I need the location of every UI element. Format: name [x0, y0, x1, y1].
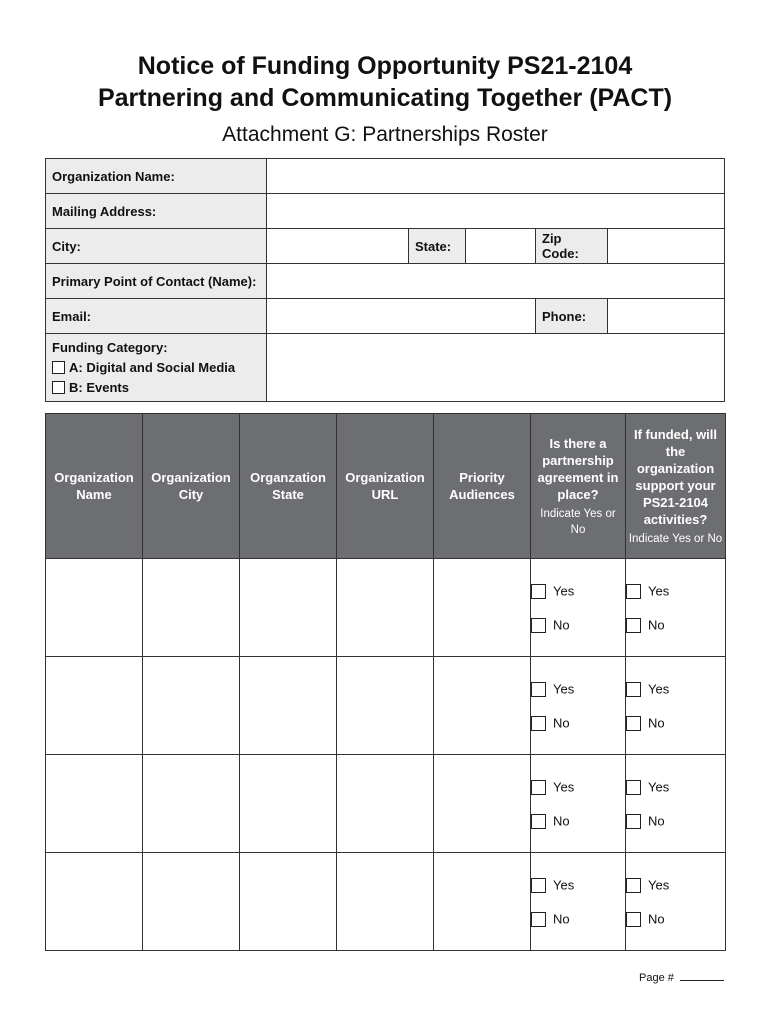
funding-option-a-label: A: Digital and Social Media: [69, 360, 236, 376]
support-activities-no-label: No: [648, 911, 665, 927]
document-subtitle: Attachment G: Partnerships Roster: [222, 123, 548, 146]
partnership-agreement-no-label: No: [553, 617, 570, 633]
support-activities-yes-checkbox[interactable]: [626, 878, 641, 893]
org-name-cell[interactable]: [46, 657, 143, 755]
org-url-cell[interactable]: [337, 657, 434, 755]
page-number-field[interactable]: [680, 980, 724, 981]
support-activities-yes-checkbox[interactable]: [626, 780, 641, 795]
funding-category-cell: [46, 334, 267, 402]
partnership-agreement-yes-label: Yes: [553, 681, 575, 697]
support-activities-cell: [626, 853, 726, 951]
org-name-cell[interactable]: [46, 755, 143, 853]
partnership-agreement-yes-option[interactable]: [531, 672, 625, 706]
partnership-agreement-no-option[interactable]: [531, 804, 625, 838]
table-row: [46, 657, 726, 755]
mailing-address-label: Mailing Address:: [46, 194, 267, 229]
partnership-agreement-question: Is there a partnership agreement in place?: [537, 435, 619, 502]
support-activities-question: If funded, will the organization support your PS21-2104 activities?: [633, 426, 718, 527]
org-name-label: Organization Name:: [46, 159, 267, 194]
table-row: [46, 559, 726, 657]
partnership-agreement-cell: [531, 853, 626, 951]
column-header-partnership-agreement: [531, 414, 626, 559]
partnership-agreement-no-option[interactable]: [531, 608, 625, 642]
partnership-agreement-cell: [531, 755, 626, 853]
org-url-cell[interactable]: [337, 755, 434, 853]
partnership-agreement-no-checkbox[interactable]: [531, 814, 546, 829]
document-title-line1: Notice of Funding Opportunity PS21-2104: [137, 52, 633, 80]
state-label: State:: [409, 229, 466, 264]
org-state-cell[interactable]: [240, 559, 337, 657]
organization-info-form: [45, 158, 725, 402]
point-of-contact-label: Primary Point of Contact (Name):: [46, 264, 267, 299]
partnership-agreement-no-option[interactable]: [531, 706, 625, 740]
indicate-note: Indicate Yes or No: [540, 507, 616, 536]
funding-option-b-checkbox[interactable]: [52, 381, 65, 394]
org-city-cell[interactable]: [143, 657, 240, 755]
org-state-cell[interactable]: [240, 853, 337, 951]
page-number-label: Page #: [639, 972, 674, 984]
city-label: City:: [46, 229, 267, 264]
partnership-agreement-yes-option[interactable]: [531, 574, 625, 608]
partnership-agreement-no-label: No: [553, 715, 570, 731]
column-header-org-city: Organization City: [143, 414, 240, 559]
org-state-cell[interactable]: [240, 657, 337, 755]
support-activities-yes-option[interactable]: [626, 868, 725, 902]
partnership-agreement-yes-checkbox[interactable]: [531, 584, 546, 599]
document-title-line2: Partnering and Communicating Together (PACT): [97, 84, 673, 112]
org-name-cell[interactable]: [46, 559, 143, 657]
support-activities-no-option[interactable]: [626, 706, 725, 740]
org-url-cell[interactable]: [337, 559, 434, 657]
partnerships-roster-table: [45, 413, 726, 951]
table-row: [46, 755, 726, 853]
partnership-agreement-cell: [531, 657, 626, 755]
partnership-agreement-no-checkbox[interactable]: [531, 716, 546, 731]
partnership-agreement-no-checkbox[interactable]: [531, 912, 546, 927]
support-activities-yes-checkbox[interactable]: [626, 584, 641, 599]
partnership-agreement-yes-option[interactable]: [531, 770, 625, 804]
partnership-agreement-cell: [531, 559, 626, 657]
support-activities-yes-option[interactable]: [626, 672, 725, 706]
partnership-agreement-no-checkbox[interactable]: [531, 618, 546, 633]
support-activities-no-checkbox[interactable]: [626, 618, 641, 633]
state-field[interactable]: [466, 229, 536, 264]
funding-category-label: Funding Category:: [52, 340, 168, 355]
table-row: [46, 853, 726, 951]
column-header-org-state: Organzation State: [240, 414, 337, 559]
partnership-agreement-yes-label: Yes: [553, 583, 575, 599]
funding-option-b[interactable]: [52, 377, 260, 397]
email-field[interactable]: [267, 299, 536, 334]
mailing-address-field[interactable]: [267, 194, 725, 229]
funding-option-a-checkbox[interactable]: [52, 361, 65, 374]
partnership-agreement-yes-label: Yes: [553, 779, 575, 795]
support-activities-yes-checkbox[interactable]: [626, 682, 641, 697]
city-field[interactable]: [267, 229, 409, 264]
priority-audiences-cell[interactable]: [434, 755, 531, 853]
partnership-agreement-yes-label: Yes: [553, 877, 575, 893]
indicate-note: Indicate Yes or No: [628, 532, 723, 545]
funding-option-a[interactable]: [52, 357, 260, 377]
org-city-cell[interactable]: [143, 559, 240, 657]
zip-code-label: Zip Code:: [536, 229, 608, 264]
column-header-support-activities: [626, 414, 726, 559]
support-activities-no-checkbox[interactable]: [626, 814, 641, 829]
funding-category-field[interactable]: [267, 334, 725, 402]
support-activities-no-label: No: [648, 813, 665, 829]
support-activities-yes-label: Yes: [648, 779, 670, 795]
support-activities-no-label: No: [648, 617, 665, 633]
org-name-field[interactable]: [267, 159, 725, 194]
support-activities-cell: [626, 755, 726, 853]
partnership-agreement-yes-checkbox[interactable]: [531, 780, 546, 795]
org-city-cell[interactable]: [143, 755, 240, 853]
roster-header-row: [46, 414, 726, 559]
org-name-cell[interactable]: [46, 853, 143, 951]
org-state-cell[interactable]: [240, 755, 337, 853]
partnership-agreement-yes-checkbox[interactable]: [531, 682, 546, 697]
partnership-agreement-no-label: No: [553, 911, 570, 927]
partnership-agreement-yes-checkbox[interactable]: [531, 878, 546, 893]
partnership-agreement-yes-option[interactable]: [531, 868, 625, 902]
support-activities-yes-option[interactable]: [626, 770, 725, 804]
funding-option-b-label: B: Events: [69, 380, 129, 396]
column-header-org-name: Organization Name: [46, 414, 143, 559]
support-activities-cell: [626, 657, 726, 755]
point-of-contact-field[interactable]: [267, 264, 725, 299]
support-activities-no-checkbox[interactable]: [626, 716, 641, 731]
org-url-cell[interactable]: [337, 853, 434, 951]
org-city-cell[interactable]: [143, 853, 240, 951]
support-activities-yes-label: Yes: [648, 681, 670, 697]
page-number: [639, 972, 724, 984]
priority-audiences-cell[interactable]: [434, 657, 531, 755]
column-header-priority-audiences: Priority Audiences: [434, 414, 531, 559]
support-activities-no-option[interactable]: [626, 608, 725, 642]
support-activities-cell: [626, 559, 726, 657]
support-activities-yes-label: Yes: [648, 877, 670, 893]
email-label: Email:: [46, 299, 267, 334]
priority-audiences-cell[interactable]: [434, 853, 531, 951]
support-activities-yes-option[interactable]: [626, 574, 725, 608]
support-activities-no-option[interactable]: [626, 902, 725, 936]
support-activities-no-option[interactable]: [626, 804, 725, 838]
partnership-agreement-no-option[interactable]: [531, 902, 625, 936]
priority-audiences-cell[interactable]: [434, 559, 531, 657]
support-activities-no-label: No: [648, 715, 665, 731]
column-header-org-url: Organization URL: [337, 414, 434, 559]
support-activities-yes-label: Yes: [648, 583, 670, 599]
phone-field[interactable]: [608, 299, 725, 334]
zip-code-field[interactable]: [608, 229, 725, 264]
phone-label: Phone:: [536, 299, 608, 334]
support-activities-no-checkbox[interactable]: [626, 912, 641, 927]
partnership-agreement-no-label: No: [553, 813, 570, 829]
